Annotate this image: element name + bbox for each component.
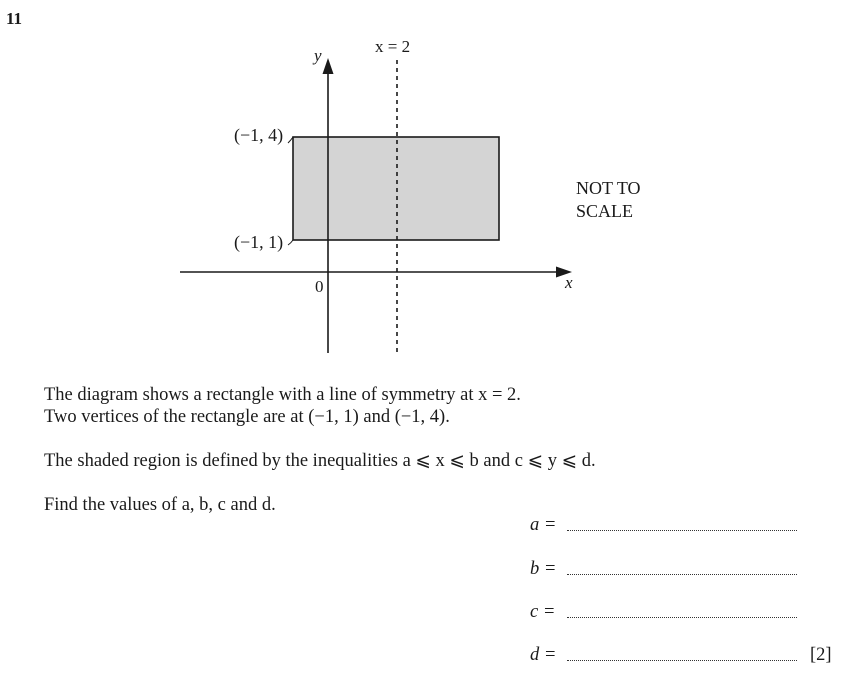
y-axis-label: y bbox=[314, 46, 322, 65]
answer-line-a[interactable] bbox=[530, 515, 556, 536]
question-text-inequalities: The shaded region is defined by the inequalities a ⩽ x ⩽ b and c ⩽ y ⩽ d. bbox=[44, 451, 596, 471]
answer-label-d: d = bbox=[530, 645, 557, 665]
answer-dots-a[interactable] bbox=[567, 530, 797, 531]
vertex-top-label: (−1, 4) bbox=[234, 125, 284, 145]
shaded-rectangle bbox=[293, 137, 499, 240]
x-axis-label: x bbox=[565, 273, 573, 292]
answer-line-d[interactable] bbox=[530, 645, 556, 666]
answer-label-a: a = bbox=[530, 515, 557, 535]
origin-label: 0 bbox=[315, 277, 324, 296]
question-text-line1: The diagram shows a rectangle with a line of symmetry at x = 2. bbox=[44, 385, 521, 405]
scale-note-line1: NOT TO bbox=[576, 178, 641, 198]
marks-indicator: [2] bbox=[810, 645, 832, 665]
question-text-instruction: Find the values of a, b, c and d. bbox=[44, 495, 276, 515]
answer-line-b[interactable] bbox=[530, 559, 556, 580]
question-number: 11 bbox=[6, 9, 23, 28]
y-axis-arrow-icon bbox=[323, 58, 334, 74]
vertex-bottom-leader bbox=[288, 240, 293, 245]
scale-note-line2: SCALE bbox=[576, 201, 634, 221]
answer-label-b: b = bbox=[530, 559, 557, 579]
answer-line-c[interactable] bbox=[530, 602, 555, 623]
vertex-bottom-label: (−1, 1) bbox=[234, 232, 284, 252]
answer-dots-c[interactable] bbox=[567, 617, 797, 618]
answer-dots-b[interactable] bbox=[567, 574, 797, 575]
answer-label-c: c = bbox=[530, 602, 556, 622]
symmetry-line-label: x = 2 bbox=[375, 37, 411, 56]
answer-dots-d[interactable] bbox=[567, 660, 797, 661]
question-text-line2: Two vertices of the rectangle are at (−1, 1) and (−1, 4). bbox=[44, 407, 450, 427]
